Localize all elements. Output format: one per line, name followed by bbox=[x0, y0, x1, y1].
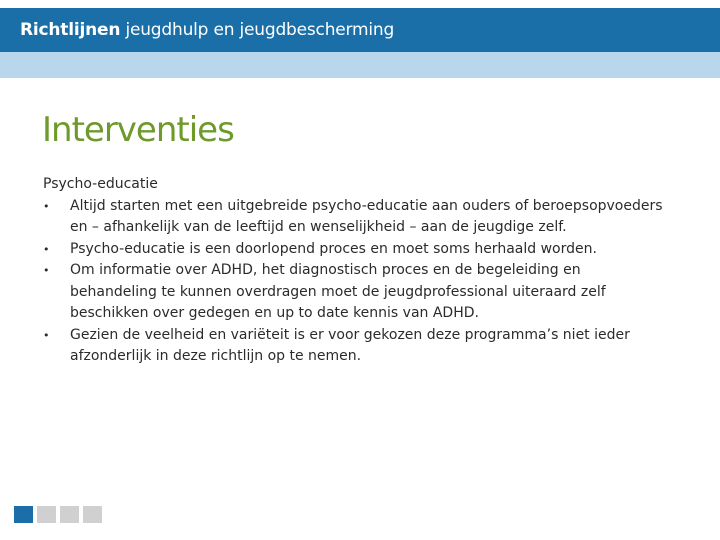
progress-square bbox=[37, 506, 56, 523]
progress-square bbox=[14, 506, 33, 523]
bullet-text: Altijd starten met een uitgebreide psycho-educatie aan ouders of beroepsopvoeders en – afhankelijk van de leeftijd en wenselijkheid – aan de jeugdige zelf. bbox=[70, 197, 663, 235]
header-title-bold: Richtlijnen bbox=[20, 20, 121, 40]
sub-bar bbox=[0, 52, 720, 78]
bullet-dot: • bbox=[43, 328, 50, 342]
bullet-text: Om informatie over ADHD, het diagnostisch proces en de begeleiding en behandeling te kunnen overdragen moet de jeugdprofessional uiteraard zelf beschikken over gedegen en up to date kennis van ADHD. bbox=[70, 262, 606, 321]
bullet-dot: • bbox=[43, 264, 50, 277]
bullet-dot: • bbox=[43, 242, 50, 256]
slide-title: Interventies bbox=[42, 110, 234, 150]
header-bar bbox=[0, 8, 720, 52]
slide-progress-squares bbox=[14, 506, 102, 523]
bullet-list bbox=[43, 196, 663, 368]
section-heading: Psycho-educatie bbox=[43, 176, 158, 192]
bullet-text: Gezien de veelheid en variëteit is er voor gekozen deze programma’s niet ieder afzonderlijk in deze richtlijn op te nemen. bbox=[70, 326, 630, 364]
bullet-item bbox=[43, 260, 663, 325]
header-title-rest: jeugdhulp en jeugdbescherming bbox=[120, 20, 395, 40]
slide-content bbox=[43, 174, 663, 368]
bullet-text: Psycho-educatie is een doorlopend proces en moet soms herhaald worden. bbox=[70, 240, 597, 257]
progress-square bbox=[83, 506, 102, 523]
bullet-dot: • bbox=[43, 199, 50, 213]
header-title bbox=[20, 20, 394, 40]
bullet-item bbox=[43, 239, 663, 261]
bullet-item bbox=[43, 325, 663, 368]
progress-square bbox=[60, 506, 79, 523]
bullet-item bbox=[43, 196, 663, 239]
top-strip bbox=[0, 0, 720, 8]
